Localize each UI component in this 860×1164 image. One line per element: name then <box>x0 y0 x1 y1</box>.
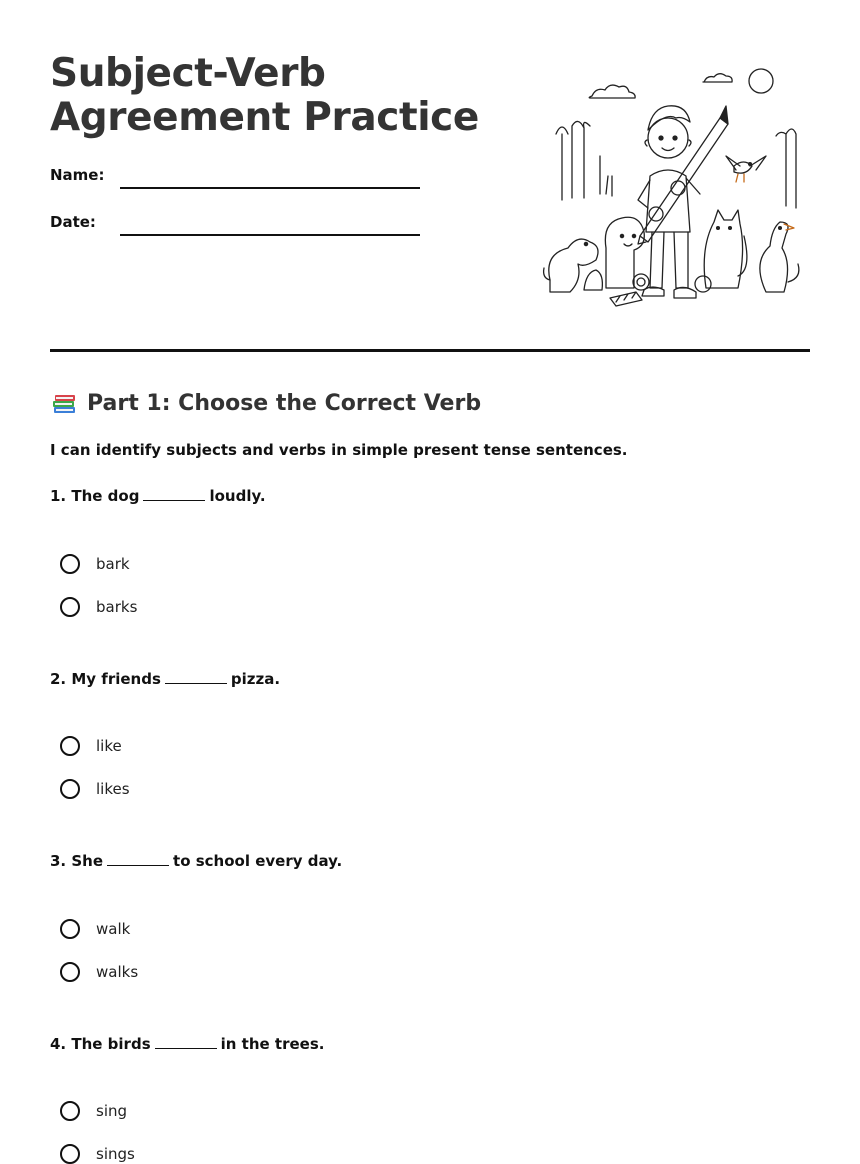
option-label: walk <box>96 920 131 938</box>
radio-button[interactable] <box>60 597 80 617</box>
question-1 <box>50 487 810 505</box>
option-q4-a[interactable] <box>60 1101 127 1121</box>
option-label: like <box>96 737 122 755</box>
question-number: 4. <box>50 1035 67 1053</box>
question-stem-before: The dog <box>71 487 140 505</box>
option-label: bark <box>96 555 130 573</box>
radio-button[interactable] <box>60 554 80 574</box>
option-label: barks <box>96 598 138 616</box>
question-stem-after: to school every day. <box>173 852 343 870</box>
option-q2-b[interactable] <box>60 779 130 799</box>
option-q1-a[interactable] <box>60 554 130 574</box>
worksheet-page <box>50 0 810 1161</box>
radio-button[interactable] <box>60 1101 80 1121</box>
radio-button[interactable] <box>60 962 80 982</box>
date-label: Date: <box>50 213 96 231</box>
section-heading <box>50 389 481 417</box>
question-text <box>50 487 810 505</box>
option-q3-b[interactable] <box>60 962 138 982</box>
question-number: 2. <box>50 670 67 688</box>
question-stem-after: in the trees. <box>220 1035 325 1053</box>
title-line-1: Subject-Verb <box>50 51 326 96</box>
section-divider <box>50 349 810 352</box>
section-title-text: Part 1: Choose the Correct Verb <box>87 390 482 416</box>
books-icon <box>50 389 78 417</box>
radio-button[interactable] <box>60 919 80 939</box>
radio-button[interactable] <box>60 1144 80 1164</box>
question-number: 3. <box>50 852 67 870</box>
learning-objective: I can identify subjects and verbs in simple present tense sentences. <box>50 441 628 459</box>
option-q2-a[interactable] <box>60 736 122 756</box>
question-2 <box>50 670 810 688</box>
question-text <box>50 670 810 688</box>
question-3 <box>50 852 810 870</box>
question-stem-before: She <box>71 852 104 870</box>
boy-with-pencil-illustration <box>540 66 808 316</box>
option-label: walks <box>96 963 139 981</box>
question-4 <box>50 1035 810 1053</box>
radio-button[interactable] <box>60 779 80 799</box>
question-stem-after: pizza. <box>230 670 281 688</box>
question-stem-before: The birds <box>71 1035 151 1053</box>
question-text <box>50 1035 810 1053</box>
option-label: sing <box>96 1102 128 1120</box>
answer-blank <box>107 853 169 866</box>
question-text <box>50 852 810 870</box>
option-q3-a[interactable] <box>60 919 130 939</box>
answer-blank <box>165 671 227 684</box>
answer-blank <box>143 488 205 501</box>
radio-button[interactable] <box>60 736 80 756</box>
title-line-2: Agreement Practice <box>50 95 479 140</box>
option-label: sings <box>96 1145 135 1163</box>
worksheet-title <box>50 52 520 140</box>
option-q4-b[interactable] <box>60 1144 135 1164</box>
name-field[interactable] <box>120 187 420 189</box>
option-label: likes <box>96 780 130 798</box>
question-number: 1. <box>50 487 67 505</box>
answer-blank <box>155 1036 217 1049</box>
date-field[interactable] <box>120 234 420 236</box>
question-stem-after: loudly. <box>209 487 266 505</box>
question-stem-before: My friends <box>71 670 161 688</box>
name-label: Name: <box>50 166 105 184</box>
option-q1-b[interactable] <box>60 597 137 617</box>
